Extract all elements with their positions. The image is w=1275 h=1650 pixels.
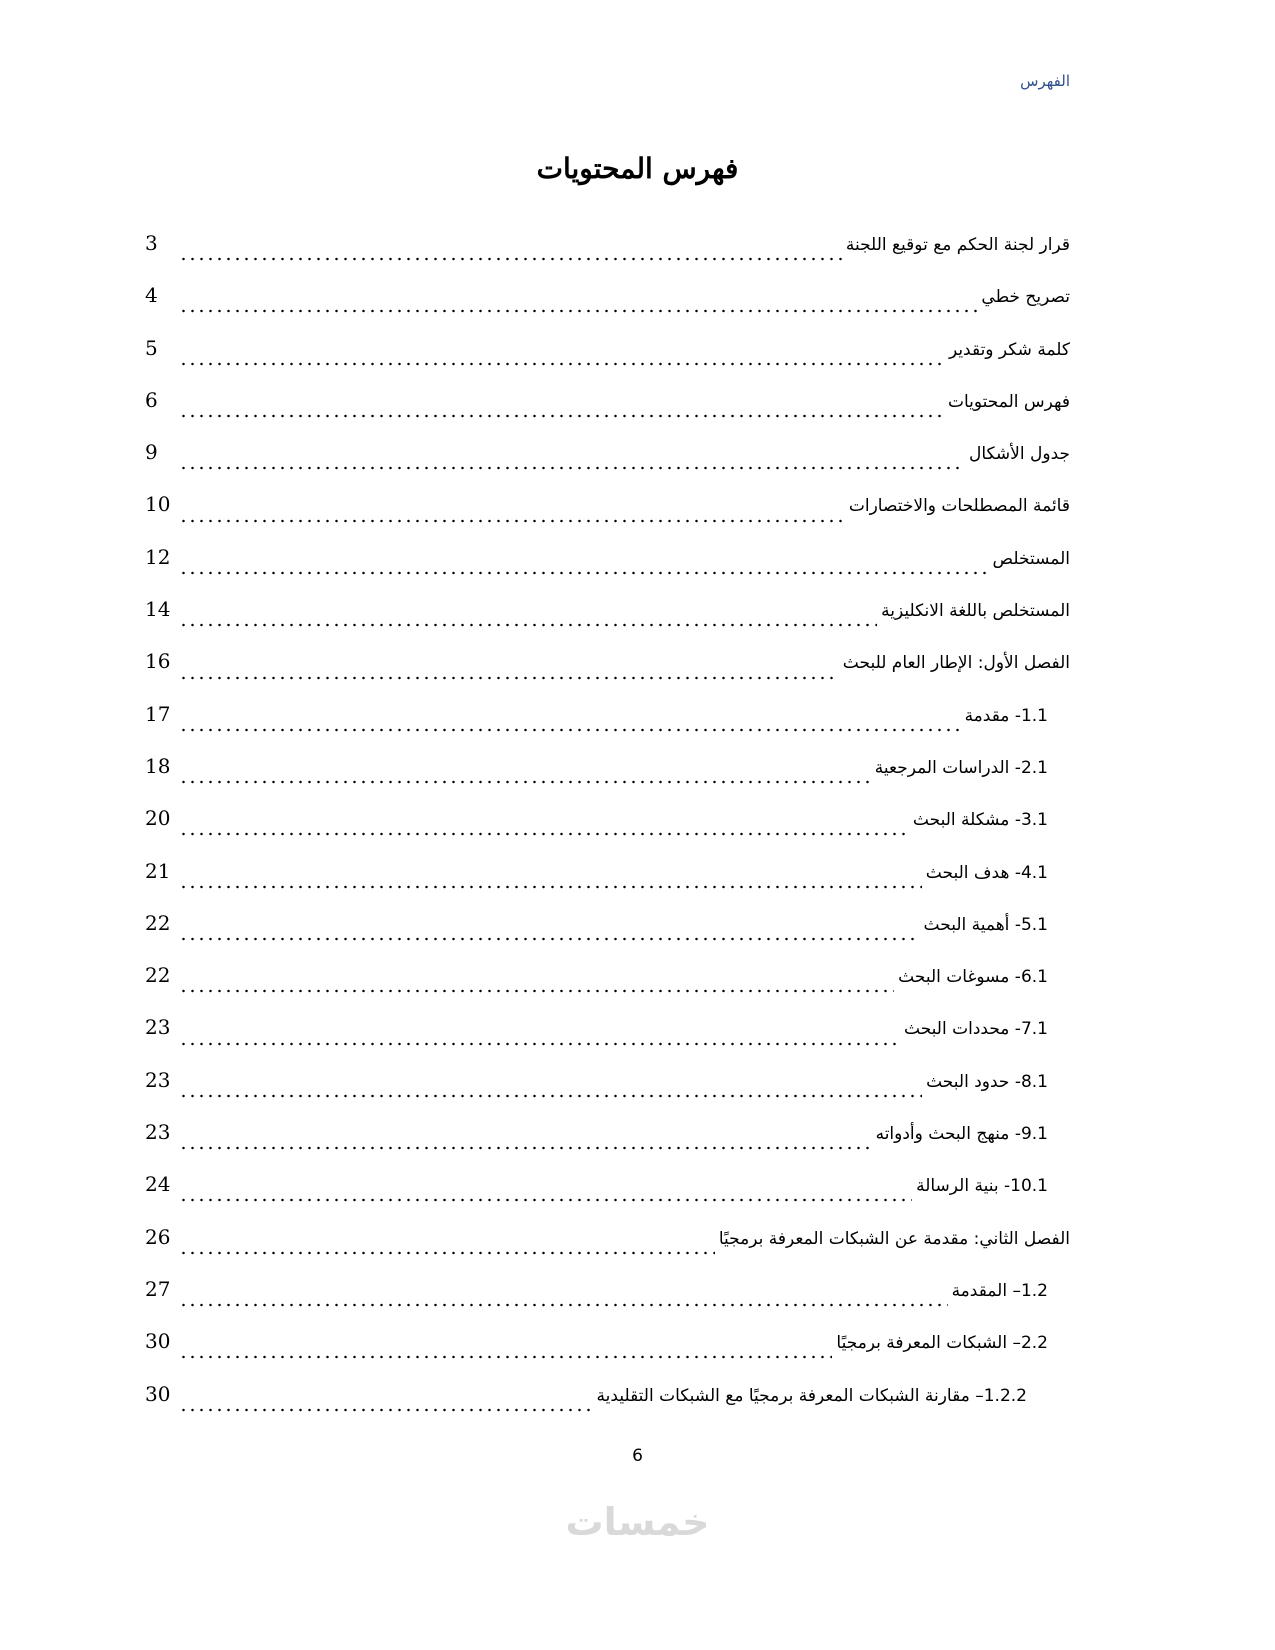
dot-leader: [179, 257, 842, 261]
toc-entry-page: 3: [145, 231, 158, 255]
watermark-logo: خمسات: [565, 1500, 710, 1544]
table-of-contents: [145, 226, 1070, 1429]
toc-entry-title: تصريح خطي: [981, 287, 1070, 308]
toc-entry[interactable]: [145, 1115, 1070, 1167]
toc-entry-title: 3.1- مشكلة البحث: [912, 810, 1048, 831]
dot-leader: [179, 623, 877, 627]
toc-entry-page: 18: [145, 753, 171, 778]
toc-entry-title: 1.1- مقدمة: [964, 705, 1048, 726]
toc-entry-title: الفصل الأول: الإطار العام للبحث: [842, 653, 1070, 674]
dot-leader: [179, 728, 961, 732]
toc-entry-title: 6.1- مسوغات البحث: [898, 967, 1048, 988]
toc-entry-page: 9: [145, 440, 158, 465]
dot-leader: [179, 414, 944, 418]
toc-entry-page: 22: [145, 910, 171, 935]
toc-entry[interactable]: [145, 592, 1070, 644]
toc-entry-page: 24: [145, 1172, 171, 1197]
toc-entry[interactable]: [145, 435, 1070, 487]
toc-entry-page: 16: [145, 649, 171, 674]
toc-entry-title: 2.1- الدراسات المرجعية: [874, 757, 1048, 778]
dot-leader: [179, 519, 845, 523]
toc-entry-title: 9.1- منهج البحث وأدواته: [875, 1124, 1048, 1145]
toc-entry-page: 27: [145, 1276, 171, 1301]
toc-entry-page: 26: [145, 1224, 171, 1249]
toc-entry-title: المستخلص: [992, 548, 1070, 569]
dot-leader: [179, 1251, 715, 1255]
toc-entry[interactable]: [145, 1272, 1070, 1324]
dot-leader: [179, 571, 989, 575]
toc-entry[interactable]: [145, 1220, 1070, 1272]
toc-entry-page: 20: [145, 806, 171, 831]
toc-entry[interactable]: [145, 331, 1070, 383]
toc-entry-page: 23: [145, 1067, 171, 1092]
toc-entry-page: 23: [145, 1120, 171, 1145]
toc-entry[interactable]: [145, 487, 1070, 539]
dot-leader: [179, 832, 909, 836]
toc-entry-page: 22: [145, 963, 171, 988]
toc-entry-page: 5: [145, 335, 158, 360]
toc-entry[interactable]: [145, 1324, 1070, 1376]
dot-leader: [179, 1303, 948, 1307]
toc-entry-page: 4: [145, 283, 158, 308]
dot-leader: [179, 989, 894, 993]
toc-entry[interactable]: [145, 540, 1070, 592]
dot-leader: [179, 1355, 832, 1359]
dot-leader: [179, 780, 871, 784]
toc-entry[interactable]: [145, 278, 1070, 330]
toc-entry-page: 30: [145, 1381, 171, 1406]
dot-leader: [179, 1094, 922, 1098]
toc-entry-title: قرار لجنة الحكم مع توقيع اللجنة: [845, 235, 1070, 255]
page-title: فهرس المحتويات: [536, 152, 739, 185]
toc-entry-title: الفصل الثاني: مقدمة عن الشبكات المعرفة برمجيًا: [718, 1228, 1070, 1249]
dot-leader: [179, 309, 977, 313]
toc-entry[interactable]: [145, 644, 1070, 696]
toc-entry-title: 10.1- بنية الرسالة: [916, 1176, 1048, 1197]
toc-entry[interactable]: [145, 906, 1070, 958]
toc-entry[interactable]: [145, 383, 1070, 435]
toc-entry-page: 6: [145, 387, 158, 412]
toc-entry-title: 1.2.2– مقارنة الشبكات المعرفة برمجيًا مع الشبكات التقليدية: [596, 1385, 1027, 1406]
toc-entry[interactable]: [145, 1010, 1070, 1062]
toc-entry-page: 14: [145, 597, 171, 622]
toc-entry-title: 2.2– الشبكات المعرفة برمجيًا: [836, 1333, 1048, 1354]
toc-entry-title: كلمة شكر وتقدير: [948, 339, 1070, 360]
page-number: 6: [632, 1446, 643, 1466]
toc-entry-title: 7.1- محددات البحث: [904, 1019, 1048, 1040]
toc-entry-page: 12: [145, 544, 171, 569]
dot-leader: [179, 1408, 593, 1412]
toc-entry[interactable]: [145, 226, 1070, 278]
toc-entry[interactable]: [145, 749, 1070, 801]
toc-entry-page: 21: [145, 858, 171, 883]
running-header: الفهرس: [1020, 72, 1070, 90]
dot-leader: [179, 885, 922, 889]
dot-leader: [179, 1146, 872, 1150]
dot-leader: [179, 937, 920, 941]
toc-entry-title: فهرس المحتويات: [947, 391, 1070, 412]
toc-entry-title: 4.1- هدف البحث: [925, 862, 1048, 883]
toc-entry-title: قائمة المصطلحات والاختصارات: [848, 496, 1070, 517]
toc-entry[interactable]: [145, 958, 1070, 1010]
toc-entry-title: 1.2– المقدمة: [951, 1280, 1048, 1301]
toc-entry-title: 5.1- أهمية البحث: [923, 914, 1048, 935]
toc-entry[interactable]: [145, 1167, 1070, 1219]
dot-leader: [179, 1198, 912, 1202]
toc-entry[interactable]: [145, 697, 1070, 749]
toc-entry-page: 23: [145, 1015, 171, 1040]
toc-entry[interactable]: [145, 801, 1070, 853]
toc-entry-page: 10: [145, 492, 171, 517]
toc-entry-page: 17: [145, 701, 171, 726]
toc-entry[interactable]: [145, 1377, 1070, 1429]
toc-entry[interactable]: [145, 854, 1070, 906]
toc-entry-page: 30: [145, 1329, 171, 1354]
dot-leader: [179, 676, 839, 680]
dot-leader: [179, 466, 965, 470]
dot-leader: [179, 1042, 900, 1046]
toc-entry-title: جدول الأشكال: [969, 444, 1070, 465]
toc-entry[interactable]: [145, 1063, 1070, 1115]
toc-entry-title: 8.1- حدود البحث: [926, 1071, 1048, 1092]
toc-entry-title: المستخلص باللغة الانكليزية: [881, 601, 1070, 622]
dot-leader: [179, 362, 945, 366]
